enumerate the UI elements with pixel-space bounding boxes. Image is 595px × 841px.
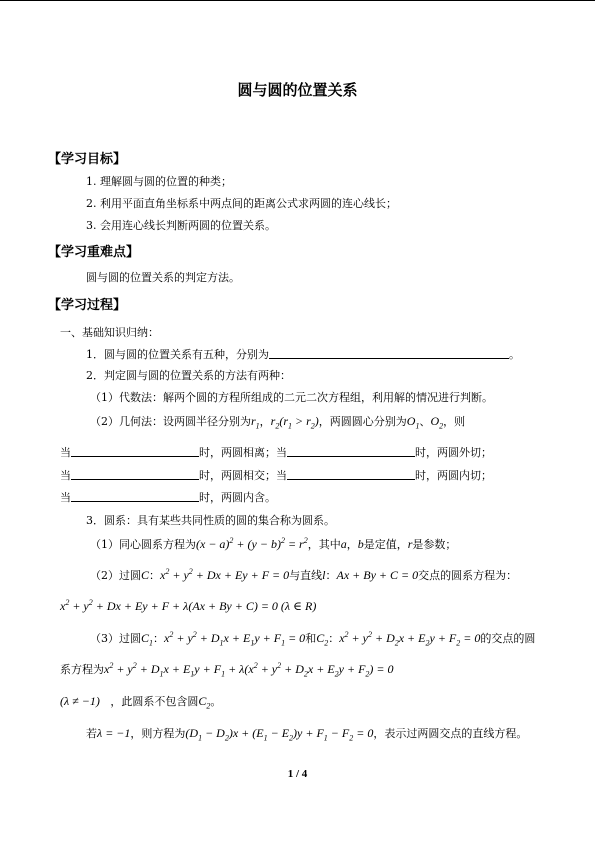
formula-two-circles: 系方程为$x^2 + y^2 + D_1x + E_1y + F_1 + \lambda(x^2 + y^2 + D_2x + E_2y + F_2) = 0$ [60, 661, 394, 679]
item-1: 1．圆与圆的位置关系有五种，分别为 。 [86, 348, 520, 361]
item-2: 2．判定圆与圆的位置关系的方法有两种： [86, 369, 291, 382]
item-3: 3．圆系：具有某些共同性质的圆的集合称为圆系。 [86, 514, 335, 527]
answer-blank[interactable] [71, 490, 199, 502]
section-heading-goals: 【学习目标】 [48, 152, 127, 167]
page-number: 1 / 4 [287, 768, 308, 780]
formula-condition: (λ ≠ −1) ，此圆系不包含圆$C_2$。 [60, 694, 222, 711]
item-2-algebraic: （1）代数法：解两个圆的方程所组成的二元二次方程组，利用解的情况进行判断。 [90, 391, 493, 404]
goal-item-2: 2. 利用平面直角坐标系中两点间的距离公式求两圆的连心线长； [86, 197, 397, 210]
answer-blank[interactable] [287, 445, 415, 457]
answer-blank[interactable] [287, 468, 415, 480]
item-2-geometric: （2）几何法：设两圆半径分别为$r_1$，$r_2(r_1 > r_2)$，两圆圆心分别为$O_1$、$O_2$，则 [90, 414, 466, 431]
part-heading: 一、基础知识归纳： [60, 326, 159, 339]
answer-blank[interactable] [71, 468, 199, 480]
item-3-circle-line: （2）过圆C：$x^2 + y^2 + Dx + Ey + F = 0$与直线l：Ax + By + C = 0交点的圆系方程为： [90, 567, 518, 582]
page-title: 圆与圆的位置关系 [237, 81, 358, 99]
key-point-text: 圆与圆的位置关系的判定方法。 [86, 271, 240, 284]
section-heading-process: 【学习过程】 [48, 298, 127, 313]
formula-circle-line: $x^2 + y^2 + Dx + Ey + F + \lambda(Ax + By + C) = 0$ (λ ∈ R) [60, 598, 317, 613]
section-heading-key-points: 【学习重难点】 [48, 245, 140, 260]
item-3-concentric: （1）同心圆系方程为$(x - a)^2 + (y - b)^2 = r^2$，其中a，b是定值，r是参数； [90, 536, 457, 551]
top-border [0, 0, 595, 1]
condition-row-1: 当 时，两圆相离；当 时，两圆外切； [60, 446, 492, 459]
goal-item-3: 3. 会用连心线长判断两圆的位置关系。 [86, 219, 276, 232]
item-3-radical-line: 若λ = −1，则方程为$(D_1 - D_2)x + (E_1 - E_2)y + F_1 - F_2 = 0$，表示过两圆交点的直线方程。 [86, 726, 528, 743]
condition-row-2: 当 时，两圆相交；当 时，两圆内切； [60, 469, 492, 482]
condition-row-3: 当 时，两圆内含。 [60, 491, 276, 504]
item-3-two-circles: （3）过圆$C_1$：$x^2 + y^2 + D_1x + E_1y + F_1 = 0$和$C_2$：$x^2 + y^2 + D_2x + E_2y + F_2 = 0$的交点的圆 [90, 630, 536, 648]
answer-blank[interactable] [71, 445, 199, 457]
answer-blank[interactable] [269, 347, 509, 359]
goal-item-1: 1. 理解圆与圆的位置的种类； [86, 175, 232, 188]
